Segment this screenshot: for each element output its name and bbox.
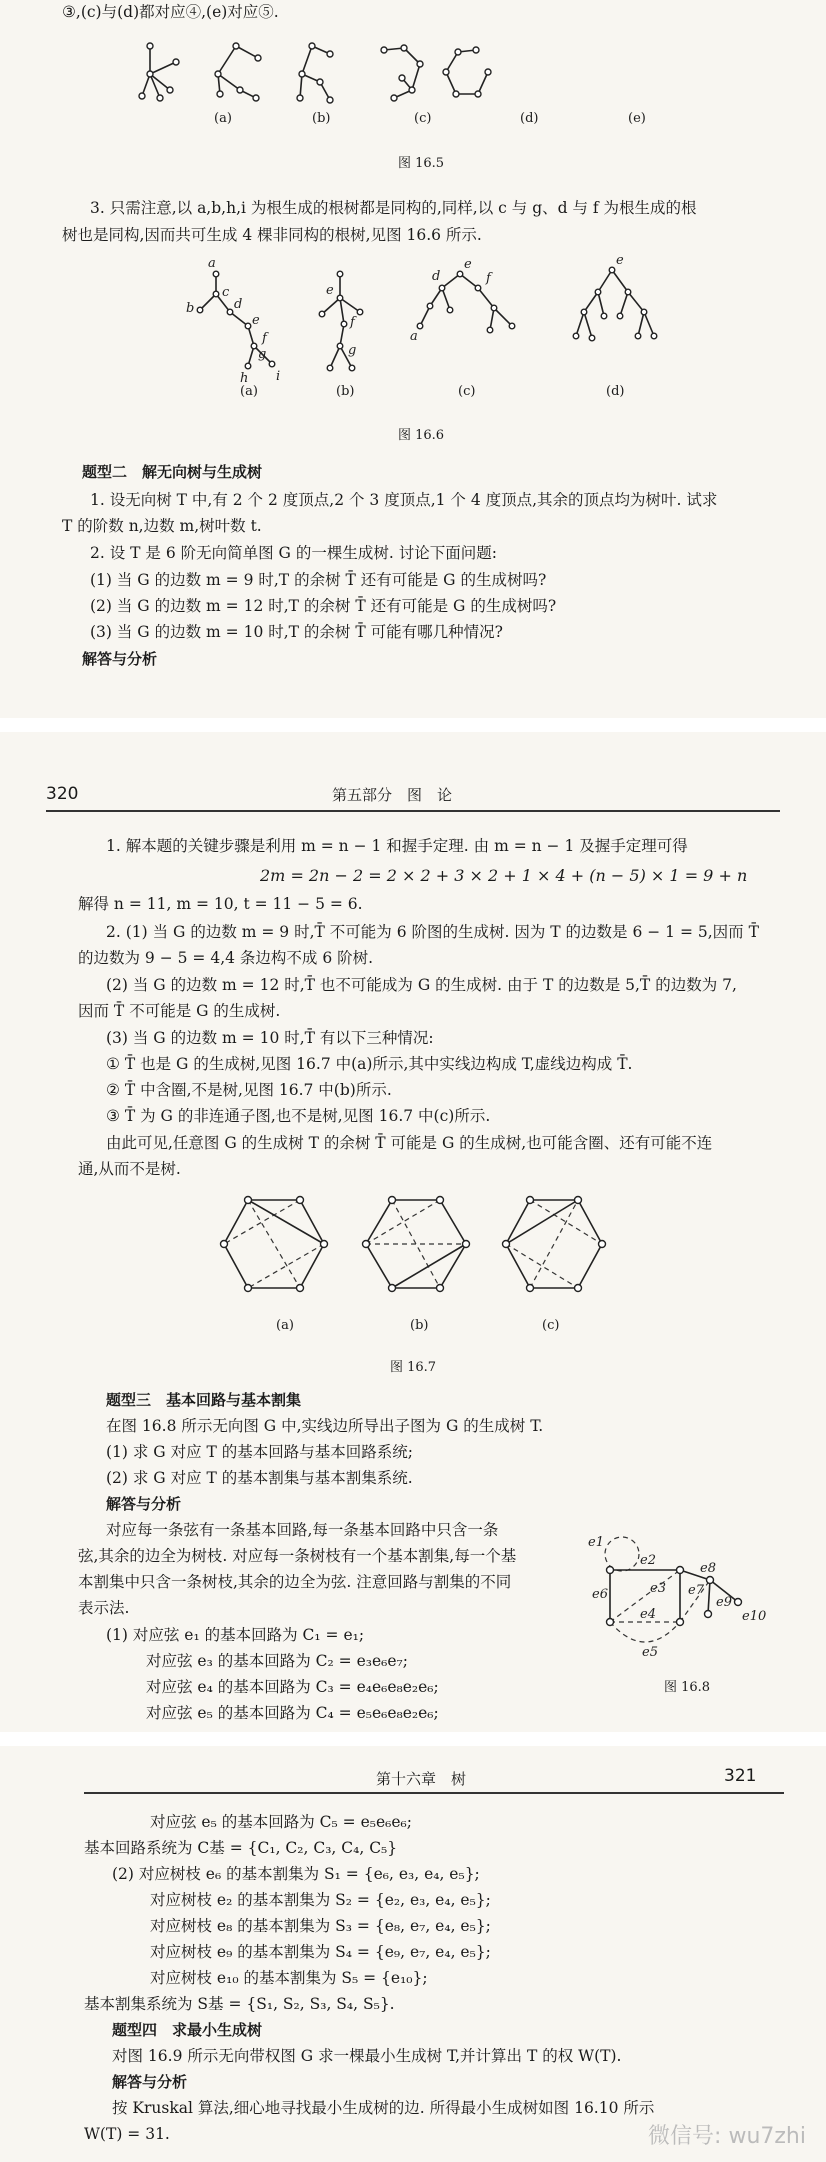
edge-e4-label: e4 xyxy=(640,1607,656,1622)
fig165-tree-d xyxy=(381,45,423,101)
figure-16-8 xyxy=(570,1532,800,1682)
fig168-caption: 图 16.8 xyxy=(664,1680,711,1695)
fig165-label-a: (a) xyxy=(214,111,232,126)
page-gap xyxy=(0,718,826,732)
page-320 xyxy=(0,732,826,1732)
cut-s1: (2) 对应树枝 e₆ 的基本割集为 S₁ = {e₆, e₃, e₄, e₅}; xyxy=(112,1865,480,1883)
figure-16-7 xyxy=(0,1184,826,1314)
edge-e3-label: e3 xyxy=(650,1581,666,1596)
fig165-label-d: (d) xyxy=(520,111,539,126)
cut-s2: 对应树枝 e₂ 的基本割集为 S₂ = {e₂, e₃, e₄, e₅}; xyxy=(150,1891,491,1909)
case-2: ② T̄ 中含圈,不是树,见图 16.7 中(b)所示. xyxy=(106,1081,392,1099)
page-gap-2 xyxy=(0,1732,826,1746)
type2-title: 题型二 解无向树与生成树 xyxy=(82,463,263,481)
fig166-vertex-b: b xyxy=(186,301,195,316)
kruskal-line1: 按 Kruskal 算法,细心地寻找最小生成树的边. 所得最小生成树如图 16.10 所示 xyxy=(112,2099,655,2117)
a1-result: 解得 n = 11, m = 10, t = 11 − 5 = 6. xyxy=(78,895,363,913)
q2-line: 2. 设 T 是 6 阶无向简单图 G 的一棵生成树. 讨论下面问题: xyxy=(90,544,497,562)
t3-q1: (1) 求 G 对应 T 的基本回路与基本回路系统; xyxy=(106,1443,414,1461)
edge-e1-label: e1 xyxy=(588,1535,604,1550)
type3-title: 题型三 基本回路与基本割集 xyxy=(106,1391,302,1409)
fig167-graph-a xyxy=(221,1197,328,1292)
a2-2-line1: (2) 当 G 的边数 m = 12 时,T̄ 也不可能成为 G 的生成树. 由于 T 的边数是 5,T̄ 的边数为 7, xyxy=(106,976,737,994)
fig166b-vertex-g: g xyxy=(348,343,357,358)
fig166c-vertex-a: a xyxy=(410,329,418,344)
figure-16-6 xyxy=(0,254,826,404)
a2-3-line: (3) 当 G 的边数 m = 10 时,T̄ 有以下三种情况: xyxy=(106,1029,434,1047)
fig166d-vertex-e: e xyxy=(616,253,624,268)
case-3: ③ T̄ 为 G 的非连通子图,也不是树,见图 16.7 中(c)所示. xyxy=(106,1107,491,1125)
loop-c4: 对应弦 e₅ 的基本回路为 C₄ = e₅e₆e₈e₂e₆; xyxy=(146,1704,439,1722)
t3-line: 在图 16.8 所示无向图 G 中,实线边所导出子图为 G 的生成树 T. xyxy=(106,1417,544,1435)
q1-line1: 1. 设无向树 T 中,有 2 个 2 度顶点,2 个 3 度顶点,1 个 4 度顶点,其余的顶点均为树叶. 试求 xyxy=(90,491,718,509)
figure-16-5 xyxy=(0,28,826,148)
fig165-label-b: (b) xyxy=(312,111,331,126)
loop-c5: 对应弦 e₅ 的基本回路为 C₅ = e₅e₆e₆; xyxy=(150,1813,412,1831)
t4-line: 对图 16.9 所示无向带权图 G 求一棵最小生成树 T,并计算出 T 的权 W(T). xyxy=(112,2047,622,2065)
q2-part1: (1) 当 G 的边数 m = 9 时,T 的余树 T̄ 还有可能是 G 的生成树吗? xyxy=(90,571,547,589)
loop-c3: 对应弦 e₄ 的基本回路为 C₃ = e₄e₆e₈e₂e₆; xyxy=(146,1678,439,1696)
fig166-vertex-i: i xyxy=(276,369,281,384)
fig167-graph-b xyxy=(363,1197,470,1292)
header-rule xyxy=(46,810,780,812)
fig166-label-c: (c) xyxy=(458,384,476,399)
fig165-tree-e xyxy=(443,47,491,97)
loop-system: 基本回路系统为 C基 = {C₁, C₂, C₃, C₄, C₅} xyxy=(84,1839,398,1857)
fig166-vertex-f: f xyxy=(262,331,267,346)
fig166-vertex-e: e xyxy=(252,313,260,328)
running-header-2: 第十六章 树 xyxy=(376,1770,467,1788)
q2-part3: (3) 当 G 的边数 m = 10 时,T 的余树 T̄ 可能有哪几种情况? xyxy=(90,623,503,641)
fig166b-vertex-e: e xyxy=(326,283,334,298)
fig166-vertex-a: a xyxy=(208,256,216,271)
fig166b-vertex-f: f xyxy=(350,315,355,330)
a1-equation: 2m = 2n − 2 = 2 × 2 + 3 × 2 + 1 × 4 + (n − 5) × 1 = 9 + n xyxy=(260,866,748,885)
fig165-label-e: (e) xyxy=(628,111,646,126)
p3-line1: 3. 只需注意,以 a,b,h,i 为根生成的根树都是同构的,同样,以 c 与 g、d 与 f 为根生成的根 xyxy=(90,199,697,217)
ex-line1: 对应每一条弦有一条基本回路,每一条基本回路中只含一条 xyxy=(106,1521,499,1539)
a2-1-line2: 的边数为 9 − 5 = 4,4 条边构不成 6 阶树. xyxy=(78,949,374,967)
cut-s3: 对应树枝 e₈ 的基本割集为 S₃ = {e₈, e₇, e₄, e₅}; xyxy=(150,1917,491,1935)
a2-1-line1: 2. (1) 当 G 的边数 m = 9 时,T̄ 不可能为 6 阶图的生成树. 因为 T 的边数是 6 − 1 = 5,因而 T̄ xyxy=(106,923,759,941)
fig166-tree-b xyxy=(319,271,363,371)
fig167-label-b: (b) xyxy=(410,1318,429,1333)
fig166-label-a: (a) xyxy=(240,384,258,399)
page-319-lower xyxy=(0,0,826,718)
running-header: 第五部分 图 论 xyxy=(332,786,453,804)
fig165-label-c: (c) xyxy=(414,111,432,126)
wechat-watermark: 微信号: wu7zhi xyxy=(648,2124,806,2149)
fig166-tree-d xyxy=(573,253,657,341)
fig166-vertex-c: c xyxy=(222,285,230,300)
fig166c-vertex-e: e xyxy=(464,257,472,272)
fig166-vertex-g: g xyxy=(258,347,267,362)
top-line: ③,(c)与(d)都对应④,(e)对应⑤. xyxy=(62,3,279,21)
cut-s4: 对应树枝 e₉ 的基本割集为 S₄ = {e₉, e₇, e₄, e₅}; xyxy=(150,1943,491,1961)
answer-title-1: 解答与分析 xyxy=(82,650,158,668)
fig165-tree-b xyxy=(215,43,261,101)
fig165-tree-a xyxy=(139,43,179,101)
page-number: 320 xyxy=(46,784,79,804)
edge-e6-label: e6 xyxy=(592,1587,608,1602)
type4-title: 题型四 求最小生成树 xyxy=(112,2021,263,2039)
page-321 xyxy=(0,1746,826,2162)
cut-s5: 对应树枝 e₁₀ 的基本割集为 S₅ = {e₁₀}; xyxy=(150,1969,428,1987)
edge-e9-label: e9 xyxy=(716,1595,732,1610)
edge-e5-label: e5 xyxy=(642,1645,658,1660)
fig167-graph-c xyxy=(503,1197,606,1292)
fig166-label-b: (b) xyxy=(336,384,355,399)
edge-e7-label: e7 xyxy=(688,1583,704,1598)
loop-c1: (1) 对应弦 e₁ 的基本回路为 C₁ = e₁; xyxy=(106,1626,365,1644)
concl-line2: 通,从而不是树. xyxy=(78,1160,181,1178)
fig166-tree-a xyxy=(186,256,280,386)
ex-line4: 表示法. xyxy=(78,1599,130,1617)
fig166c-vertex-d: d xyxy=(432,269,441,284)
a2-2-line2: 因而 T̄ 不可能是 G 的生成树. xyxy=(78,1002,281,1020)
case-1: ① T̄ 也是 G 的生成树,见图 16.7 中(a)所示,其中实线边构成 T,虚线边构成 T̄. xyxy=(106,1055,633,1073)
fig167-caption: 图 16.7 xyxy=(390,1360,437,1375)
q1-line2: T 的阶数 n,边数 m,树叶数 t. xyxy=(62,517,262,535)
ex-line2: 弦,其余的边全为树枝. 对应每一条树枝有一个基本割集,每一个基 xyxy=(78,1547,517,1565)
cut-system: 基本割集系统为 S基 = {S₁, S₂, S₃, S₄, S₅}. xyxy=(84,1995,395,2013)
ex-line3: 本割集中只含一条树枝,其余的边全为弦. 注意回路与割集的不同 xyxy=(78,1573,512,1591)
header-rule-2 xyxy=(84,1792,784,1794)
answer-title-3: 解答与分析 xyxy=(112,2073,188,2091)
a1-line1: 1. 解本题的关键步骤是利用 m = n − 1 和握手定理. 由 m = n − 1 及握手定理可得 xyxy=(106,837,688,855)
kruskal-line2: W(T) = 31. xyxy=(84,2125,170,2143)
edge-e8-label: e8 xyxy=(700,1561,716,1576)
t3-q2: (2) 求 G 对应 T 的基本割集与基本割集系统. xyxy=(106,1469,413,1487)
fig167-label-a: (a) xyxy=(276,1318,294,1333)
fig166-vertex-d: d xyxy=(234,297,243,312)
fig166-vertex-h: h xyxy=(240,371,249,386)
page-number-2: 321 xyxy=(724,1766,757,1786)
edge-e2-label: e2 xyxy=(640,1553,656,1568)
fig166-caption: 图 16.6 xyxy=(398,428,445,443)
fig166-label-d: (d) xyxy=(606,384,625,399)
concl-line1: 由此可见,任意图 G 的生成树 T 的余树 T̄ 可能是 G 的生成树,也可能含圈、还有可能不连 xyxy=(106,1134,713,1152)
fig165-caption: 图 16.5 xyxy=(398,156,445,171)
loop-c2: 对应弦 e₃ 的基本回路为 C₂ = e₃e₆e₇; xyxy=(146,1652,408,1670)
answer-title-2: 解答与分析 xyxy=(106,1495,182,1513)
fig165-tree-c xyxy=(297,43,333,103)
fig167-label-c: (c) xyxy=(542,1318,560,1333)
fig166c-vertex-f: f xyxy=(486,271,491,286)
q2-part2: (2) 当 G 的边数 m = 12 时,T 的余树 T̄ 还有可能是 G 的生成树吗? xyxy=(90,597,557,615)
p3-line2: 树也是同构,因而共可生成 4 棵非同构的根树,见图 16.6 所示. xyxy=(62,226,482,244)
fig166-tree-c xyxy=(410,257,515,344)
edge-e10-label: e10 xyxy=(742,1609,767,1624)
